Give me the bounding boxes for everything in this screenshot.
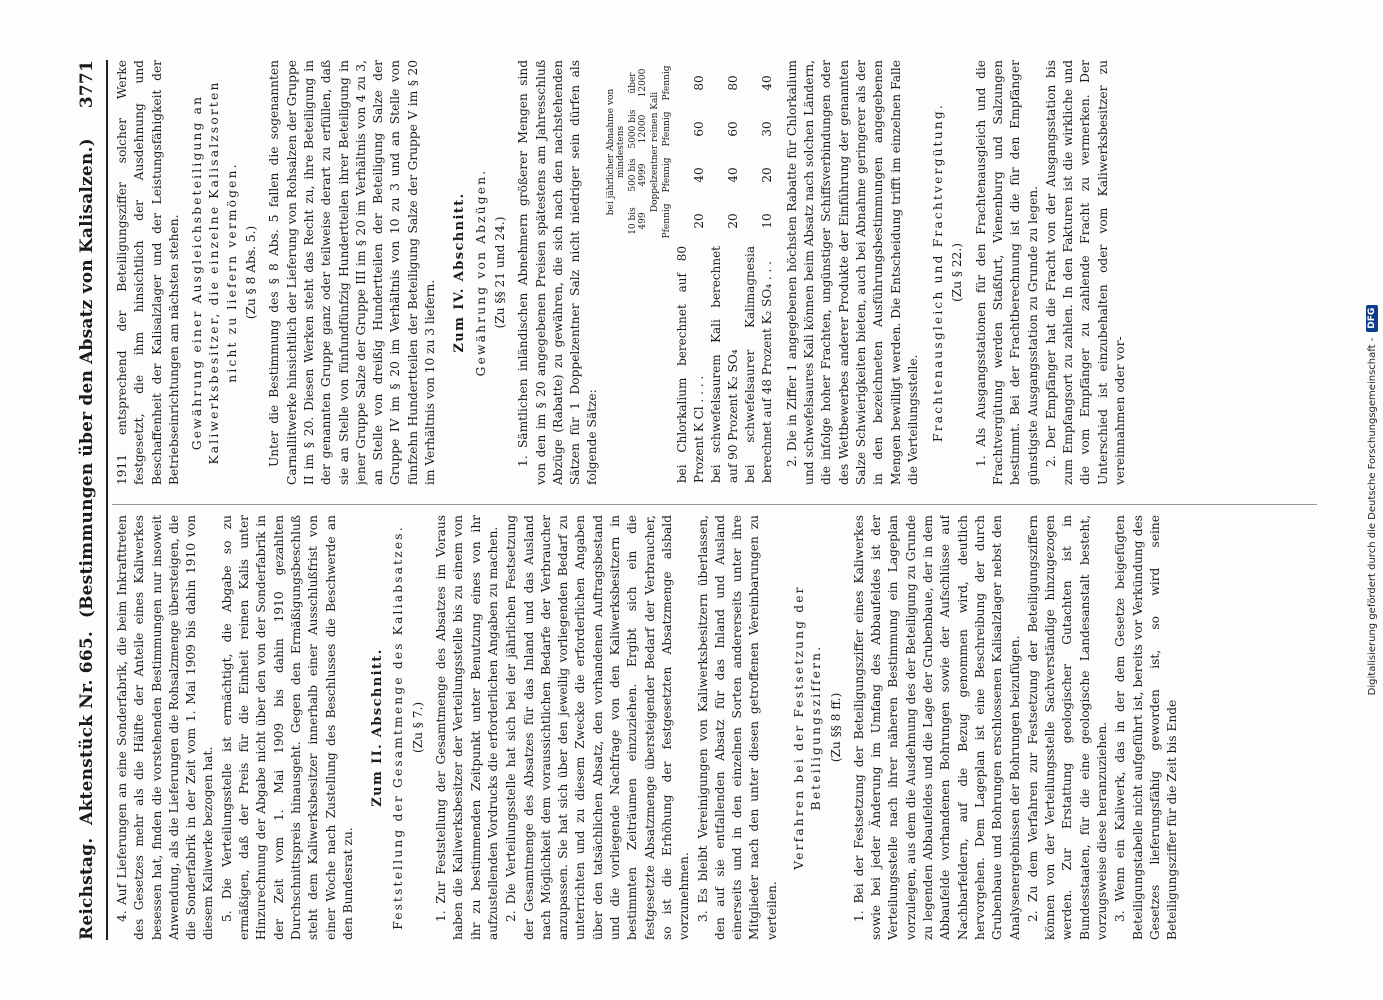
paragraph: 1. Als Ausgangsstationen für den Frachtenausgleich und die Frachtvergütung werden Staßfurt, Vienenburg und Salzungen bestimmt. Bei der Frachtberechnung ist die für den Empfänger günstigste Ausgangsstation zu Grunde zu legen. — [973, 60, 1040, 485]
table-column-header: 10 bis 499 — [627, 207, 648, 235]
footer-text: Digitalisierung gefördert durch die Deutsche Forschungsgemeinschaft - — [1366, 337, 1378, 696]
cell-value: 20 — [725, 213, 740, 229]
paragraph: 3. Es bleibt Vereinigungen von Kaliwerksbesitzern überlassen, den auf sie entfallenden Absatz für das Inland und Ausland einerseits und in den einzelnen Sorten andererseits unter ihre Mitglieder nach den unter diesen getroffenen Vereinbarungen zu verteilen. — [695, 515, 779, 940]
table-column-header: über 12000 — [627, 68, 648, 98]
table-row — [708, 60, 742, 485]
section-reference: (Zu § 8 Abs. 5.) — [244, 225, 259, 320]
left-column — [114, 515, 1314, 940]
dfg-logo: DFG — [1366, 305, 1378, 332]
header-document-number: Aktenstück Nr. 665. — [77, 631, 97, 825]
section-heading: Zum IV. Abschnitt. — [452, 192, 468, 353]
cell-value: 40 — [691, 167, 706, 183]
page-number: 3771 — [77, 60, 97, 109]
table-unit: Pfennig — [661, 111, 672, 147]
paragraph: 2. Die Verteilungsstelle hat sich bei der jährlichen Festsetzung der Gesamtmenge des Absatzes für das Inland und das Ausland nach Möglichkeit dem voraussichtlichen Bedarfe der Verbraucher anzupassen. Sie hat sich über den jeweilig vorliegenden Bedarf zu unterrichten und zu diesem Zwecke die erforderlichen Angaben über den tatsächlichen Absatz, den vorhandenen Auftragsbestand und die vorliegende Nachfrage von den Kaliwerksbesitzern in bestimmten Zeiträumen einzuziehen. Ergibt sich ein die festgesetzte Absatzmenge übersteigender Bedarf der Verbraucher, so ist die Erhöhung der festgesetzten Absatzmenge alsbald vorzunehmen. — [504, 515, 692, 940]
cell-value: 10 — [759, 213, 774, 229]
paragraph: 2. Die in Ziffer 1 angegebenen höchsten Rabatte für Chlorkalium und schwefelsaures Kali können beim Absatz nach solchen Ländern, die infolge hoher Frachten, ungünstiger Schiffsverbindungen oder des Wettbewerbes anderer Produkte der Einführung der genannten Salze Schwierigkeiten bieten, auch bei Abnahme geringerer als der in den bezeichneten Ausführungsbestimmungen angegebenen Mengen bewilligt werden. Die Entscheidung trifft im einzelnen Falle die Verteilungsstelle. — [784, 60, 920, 485]
cell-value: 40 — [725, 167, 740, 183]
row-label: bei schwefelsaurem Kali berechnet auf 90 Prozent K₂ SO₄ — [708, 246, 740, 483]
table-column-header: 500 bis 4999 — [627, 158, 648, 192]
right-column — [114, 60, 1314, 485]
cell-value: 20 — [759, 167, 774, 183]
section-reference: (Zu §§ 8 ff.) — [828, 692, 843, 763]
paragraph: 2. Der Empfänger hat die Fracht von der Ausgangsstation bis zum Empfangsort zu zahlen. In den Fakturen ist die wirkliche und die vom Empfänger zu zahlende Fracht zu vermerken. Der Unterschied ist einzubehalten oder vom Kaliwerksbesitzer zu vereinnahmen oder vor- — [1043, 60, 1128, 485]
header-rule — [106, 60, 108, 940]
section-reference: (Zu §§ 21 und 24.) — [492, 216, 507, 329]
paragraph: 1. Zur Feststellung der Gesamtmenge des Absatzes im Voraus haben die Kaliwerksbesitzer der Verteilungsstelle bis zu einem von ihr zu bestimmenden Zeitpunkt unter Benutzung eines von ihr aufzustellenden Vordrucks die erforderlichen Angaben zu machen. — [434, 515, 500, 940]
cell-value: 40 — [759, 75, 774, 91]
table-row — [742, 60, 776, 485]
paragraph: Unter die Bestimmung des § 8 Abs. 5 fallen die sogenannten Carnallitwerke hinsichtlich der Lieferung von Rohsalzen der Gruppe II im § 20. Diesen Werken steht das Recht zu, ihre Beteiligung in der genannten Gruppe ganz oder teilweise derart zu erfüllen, daß sie an Stelle von fünfundfünfzig Hundertteilen ihrer Beteiligung in jener Gruppe Salze der Gruppe III im § 20 im Verhältnis von 4 zu 3, an Stelle von dreißig Hundertteilen der Beteiligung Salze der Gruppe IV im § 20 im Verhältnis von 10 zu 3 und an Stelle von fünfzehn Hundertteilen der Beteiligung Salze der Gruppe V im § 20 im Verhältnis von 10 zu 3 liefern. — [267, 60, 438, 485]
section-subheading: Frachtenausgleich und Frachtvergütung. — [931, 103, 946, 442]
section-subheading: Verfahren bei der Festsetzung der Beteiligungsziffern. — [791, 585, 824, 870]
table-column-subheader: Doppelzentner reinen Kali — [649, 91, 660, 213]
discount-table — [606, 60, 776, 485]
header-title: (Bestimmungen über den Absatz von Kalisalzen.) — [77, 138, 97, 619]
digitization-footer — [1362, 0, 1382, 1000]
cell-value: 20 — [691, 213, 706, 229]
row-label: bei schwefelsaurer Kalimagnesia berechnet auf 48 Prozent K₂ SO₄ . . . — [742, 246, 774, 483]
header-chamber: Reichstag. — [77, 837, 97, 940]
page-header — [70, 60, 104, 940]
cell-value: 60 — [725, 121, 740, 137]
table-row — [674, 60, 708, 485]
section-subheading: Gewährung von Abzügen. — [473, 168, 488, 377]
paragraph: 5. Die Verteilungsstelle ist ermächtigt, die Abgabe so zu ermäßigen, daß der Preis für die Einheit reinen Kalis unter Hinzurechnung der Abgabe nicht über den von der Sonderfabrik in der Zeit vom 1. Mai 1909 bis dahin 1910 gezahlten Durchschnittspreis hinausgeht. Gegen den Ermäßigungsbeschluß steht dem Kaliwerksbesitzer innerhalb einer Ausschlußfrist von einer Woche nach Zustellung des Beschlusses die Beschwerde an den Bundesrat zu. — [219, 515, 355, 940]
table-unit: Pfennig — [661, 65, 672, 101]
section-reference: (Zu § 22.) — [950, 242, 965, 303]
section-heading: Zum II. Abschnitt. — [370, 648, 386, 807]
paragraph: 1. Bei der Festsetzung der Beteiligungsziffer eines Kaliwerkes sowie bei jeder Änderung im Umfang des Abbaufeldes ist der Verteilungsstelle nach ihrer näheren Bestimmung ein Lageplan vorzulegen, aus dem die Ausdehnung des der Beteiligung zu Grunde zu legenden Abbaufeldes und die Lage der Grubenbaue, der in dem Abbaufelde vorhandenen Bohrungen sowie der Aufschlüsse auf Nachbarfeldern, auf die Bezug genommen wird, deutlich hervorgehen. Dem Lageplan ist eine Beschreibung der durch Grubenbaue und Bohrungen erschlossenen Kalisalzlager nebst den Analysenergebnissen der Bohrungen beizufügen. — [851, 515, 1022, 940]
column-divider — [112, 504, 1317, 505]
section-subheading: Feststellung der Gesamtmenge des Kaliabsatzes. — [391, 525, 406, 930]
cell-value: 60 — [691, 121, 706, 137]
table-unit: Pfennig — [661, 157, 672, 193]
cell-value: 80 — [691, 75, 706, 91]
paragraph: 2. Zu dem Verfahren zur Festsetzung der Beteiligungsziffern können von der Verteilungsstelle Sachverständige hinzugezogen werden. Zur Erstattung geologischer Gutachten ist in Bundesstaaten, für die eine geologische Landesanstalt besteht, vorzugsweise diese heranzuziehen. — [1025, 515, 1110, 940]
section-subheading: Gewährung einer Ausgleichsbeteiligung an Kaliwerksbesitzer, die einzelne Kalisalzsorten nicht zu liefern vermögen. — [190, 80, 239, 465]
paragraph: 3. Wenn ein Kaliwerk, das in der dem Gesetze beigefügten Beteiligungstabelle nicht aufgeführt ist, bereits vor Verkündung des Gesetzes lieferungsfähig geworden ist, so wird seine Beteiligungsziffer für die Zeit bis Ende — [1113, 515, 1180, 940]
cell-value: 80 — [725, 75, 740, 91]
section-reference: (Zu § 7.) — [410, 701, 425, 754]
table-header-note: bei jährlicher Abnahme von mindestens — [605, 88, 626, 216]
paragraph: 1911 entsprechend der Beteiligungsziffer solcher Werke festgesetzt, die ihm hinsichtlich der Ausdehnung und Beschaffenheit der Kalisalzlager und der Leistungsfähigkeit der Betriebseinrichtungen am nächsten stehen. — [115, 60, 181, 485]
cell-value: 30 — [759, 121, 774, 137]
row-label: bei Chlorkalium berechnet auf 80 Prozent K Cl . . . . — [674, 246, 706, 483]
paragraph: 4. Auf Lieferungen an eine Sonderfabrik, die beim Inkrafttreten des Gesetzes mehr als die Hälfte der Anteile eines Kaliwerkes besessen hat, finden die vorstehenden Bestimmungen nur insoweit Anwendung, als die Lieferungen die Rohsalzmenge übersteigen, die die Sonderfabrik in der Zeit vom 1. Mai 1909 bis dahin 1910 von diesem Kaliwerke bezogen hat. — [115, 515, 216, 940]
paragraph: 1. Sämtlichen inländischen Abnehmern größerer Mengen sind von den im § 20 angegebenen Preisen spätestens am Jahresschluß Abzüge (Rabatte) zu gewähren, die sich nach den nachstehenden Sätzen für 1 Doppelzentner Salz nicht niedriger sein dürfen als folgende Sätze: — [516, 60, 600, 485]
table-unit: Pfennig — [661, 203, 672, 239]
table-column-header: 5000 bis 12000 — [627, 109, 648, 149]
